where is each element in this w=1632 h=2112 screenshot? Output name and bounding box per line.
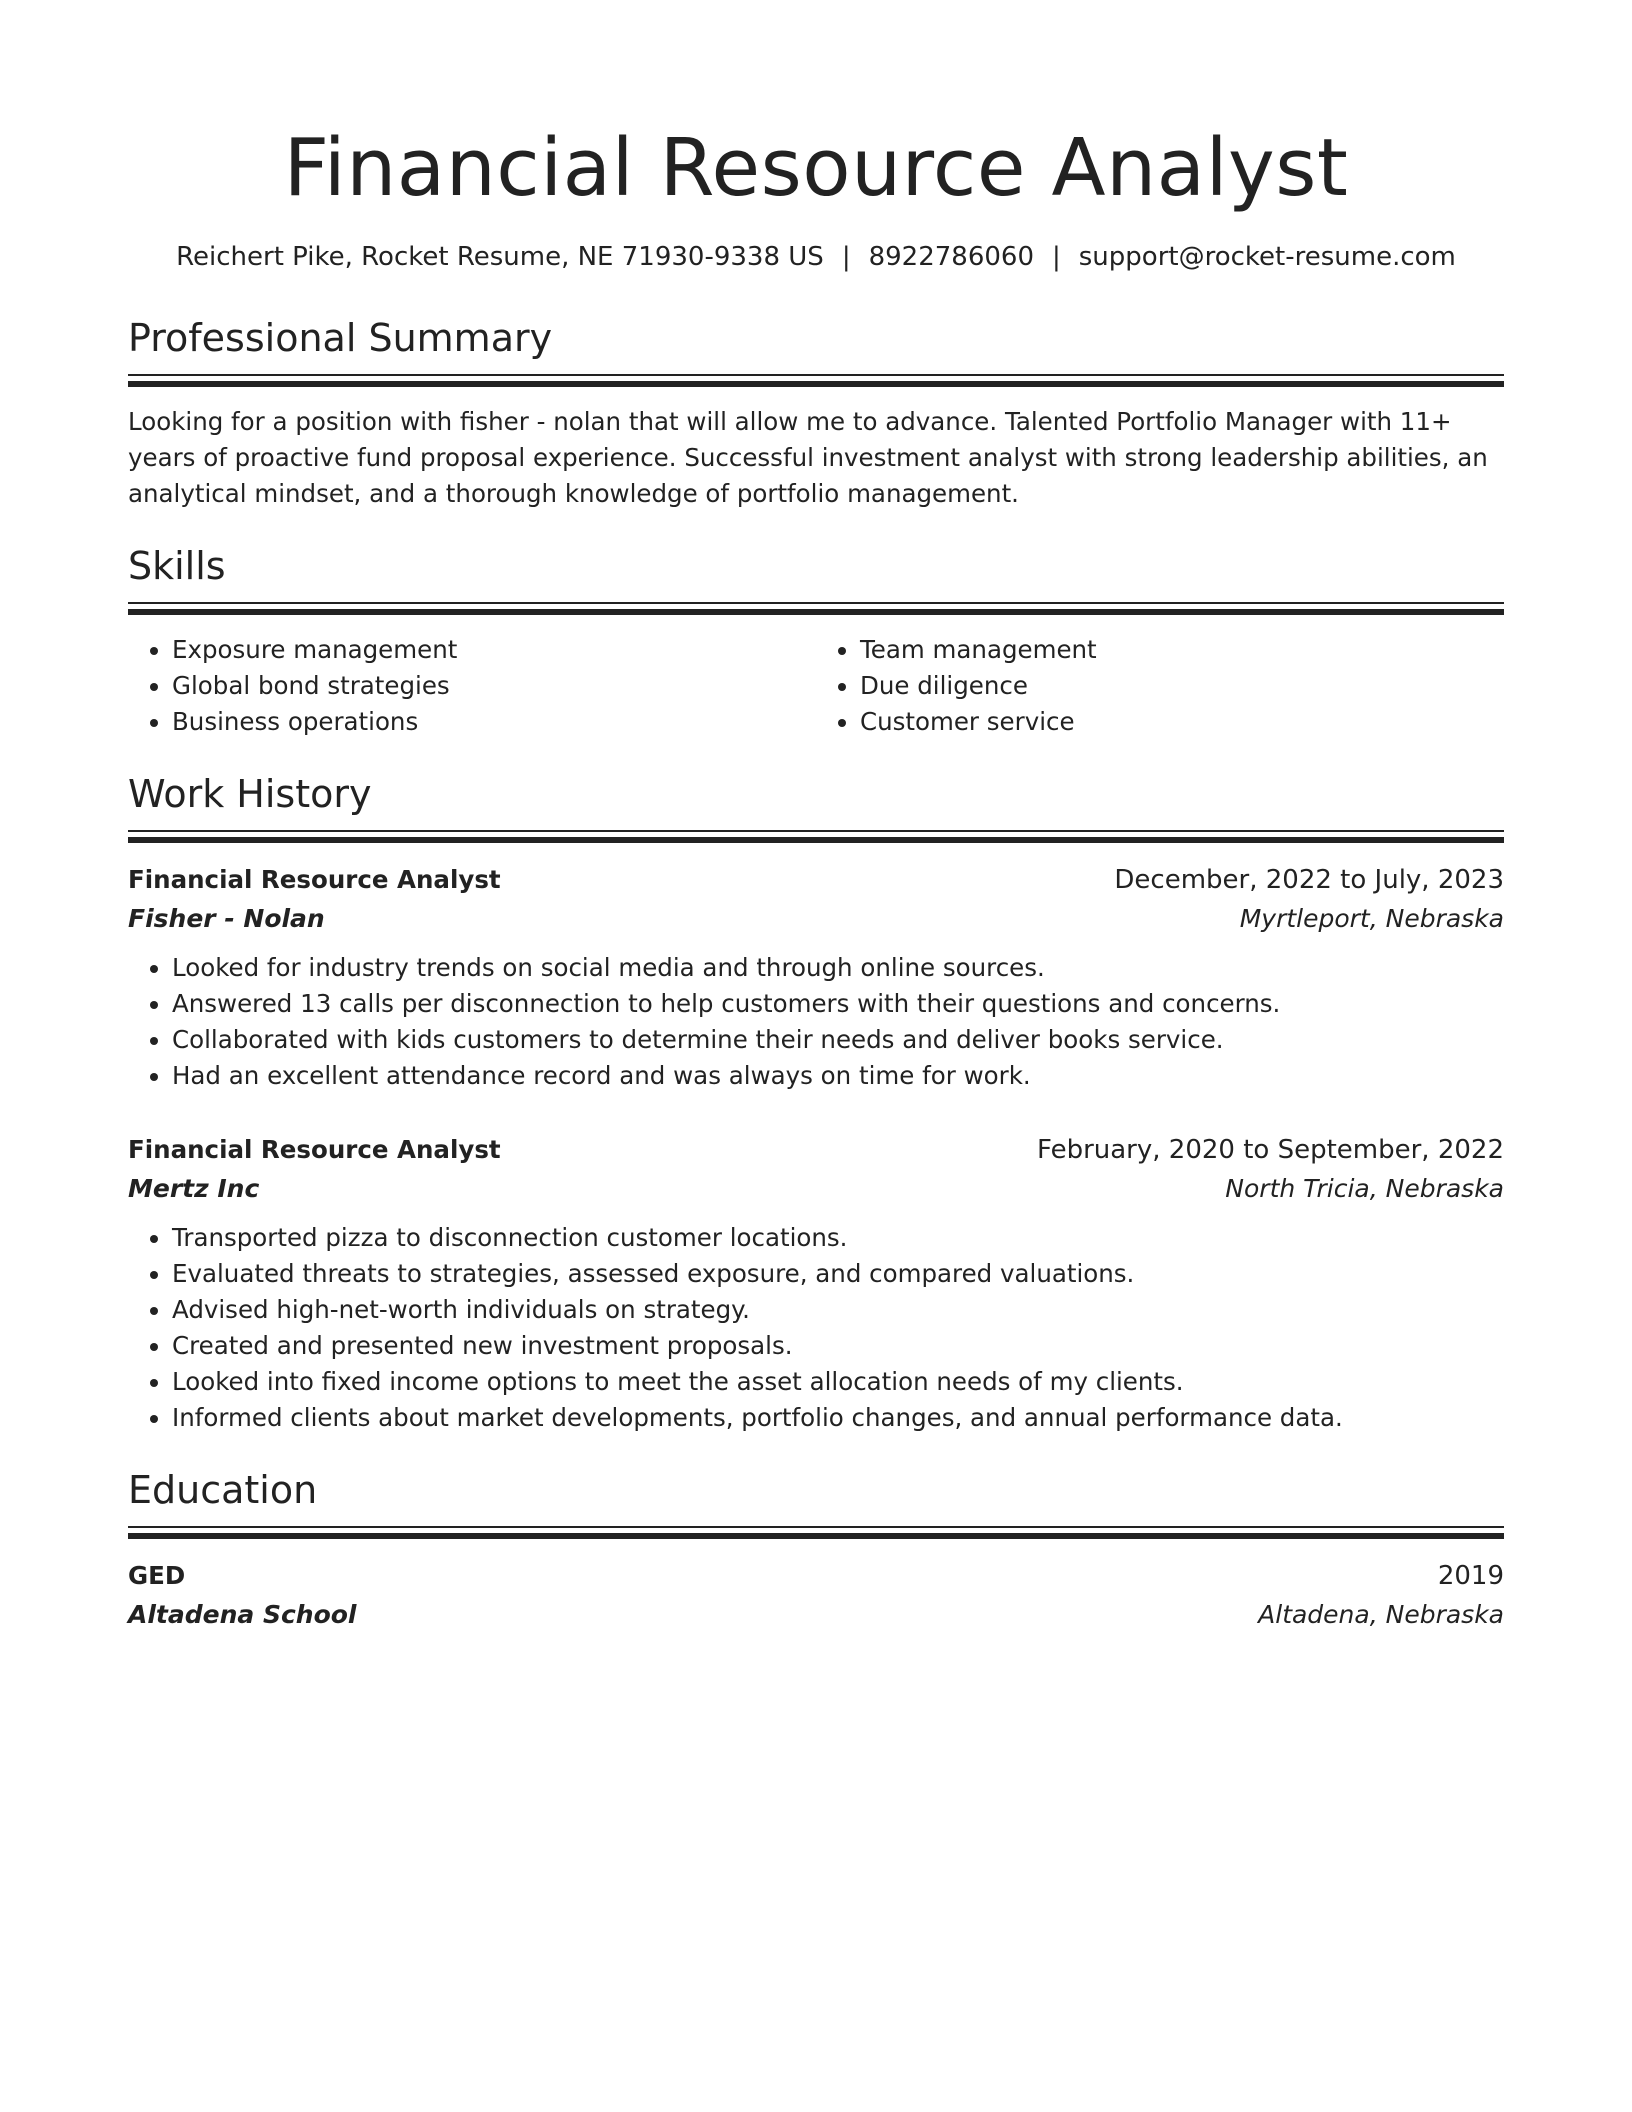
- duty-item: • Informed clients about market developments, portfolio changes, and annual performance data.: [172, 1400, 1504, 1436]
- summary-section: [128, 314, 1504, 512]
- summary-text: Looking for a position with fisher - nolan that will allow me to advance. Talented Portfolio Manager with 11+ years of proactive fund proposal experience. Successful investment analyst with strong leadership abilities, an analytical mindset, and a thorough knowledge of portfolio management.: [128, 407, 1488, 508]
- contact-address: Reichert Pike, Rocket Resume, NE 71930-9338 US: [176, 242, 824, 272]
- duty-item: • Advised high-net-worth individuals on strategy.: [172, 1292, 1504, 1328]
- section-title-skills: Skills: [128, 544, 226, 588]
- duty-item: • Answered 13 calls per disconnection to help customers with their questions and concerns.: [172, 986, 1504, 1022]
- duty-item: • Looked for industry trends on social media and through online sources.: [172, 950, 1504, 986]
- job-duties: [128, 1220, 1504, 1436]
- skills-column-left: [128, 632, 816, 740]
- section-title-summary: Professional Summary: [128, 316, 553, 360]
- skills-list: [128, 632, 1504, 740]
- section-title-education: Education: [128, 1468, 318, 1512]
- skill-item: • Due diligence: [860, 668, 1504, 704]
- skill-item: • Customer service: [860, 704, 1504, 740]
- job-title: Financial Resource Analyst: [128, 865, 501, 894]
- job-entry: [128, 860, 1504, 1094]
- job-dates: February, 2020 to September, 2022: [1037, 1135, 1504, 1165]
- education-school: Altadena School: [128, 1600, 357, 1629]
- job-dates: December, 2022 to July, 2023: [1114, 865, 1504, 895]
- job-company: Mertz Inc: [128, 1174, 260, 1203]
- duty-item: • Evaluated threats to strategies, assessed exposure, and compared valuations.: [172, 1256, 1504, 1292]
- education-degree: GED: [128, 1561, 186, 1590]
- job-location: Myrtleport, Nebraska: [1239, 904, 1504, 933]
- section-divider: [128, 830, 1504, 844]
- contact-line: [128, 240, 1504, 274]
- job-duties: [128, 950, 1504, 1094]
- skills-section: [128, 542, 1504, 740]
- duty-item: • Looked into fixed income options to meet the asset allocation needs of my clients.: [172, 1364, 1504, 1400]
- duty-item: • Transported pizza to disconnection customer locations.: [172, 1220, 1504, 1256]
- job-location: North Tricia, Nebraska: [1225, 1174, 1504, 1203]
- contact-separator: |: [1052, 242, 1061, 272]
- skills-column-right: [816, 632, 1504, 740]
- skill-item: • Global bond strategies: [172, 668, 816, 704]
- education-entry: [128, 1556, 1504, 1634]
- job-company: Fisher - Nolan: [128, 904, 325, 933]
- skill-item: • Exposure management: [172, 632, 816, 668]
- education-year: 2019: [1437, 1561, 1504, 1591]
- skill-item: • Business operations: [172, 704, 816, 740]
- contact-separator: |: [841, 242, 851, 272]
- job-title: Financial Resource Analyst: [128, 1135, 501, 1164]
- skill-item: • Team management: [860, 632, 1504, 668]
- section-divider: [128, 602, 1504, 616]
- contact-email: support@rocket-resume.com: [1078, 242, 1456, 272]
- education-section: [128, 1466, 1504, 1634]
- contact-phone: 8922786060: [868, 242, 1034, 272]
- section-divider: [128, 1526, 1504, 1540]
- section-divider: [128, 374, 1504, 388]
- education-location: Altadena, Nebraska: [1258, 1600, 1504, 1629]
- duty-item: • Collaborated with kids customers to determine their needs and deliver books service.: [172, 1022, 1504, 1058]
- section-title-work: Work History: [128, 772, 372, 816]
- duty-item: • Had an excellent attendance record and was always on time for work.: [172, 1058, 1504, 1094]
- job-entry: [128, 1130, 1504, 1436]
- work-history-section: [128, 770, 1504, 1436]
- resume-name: Financial Resource Analyst: [283, 122, 1349, 214]
- duty-item: • Created and presented new investment proposals.: [172, 1328, 1504, 1364]
